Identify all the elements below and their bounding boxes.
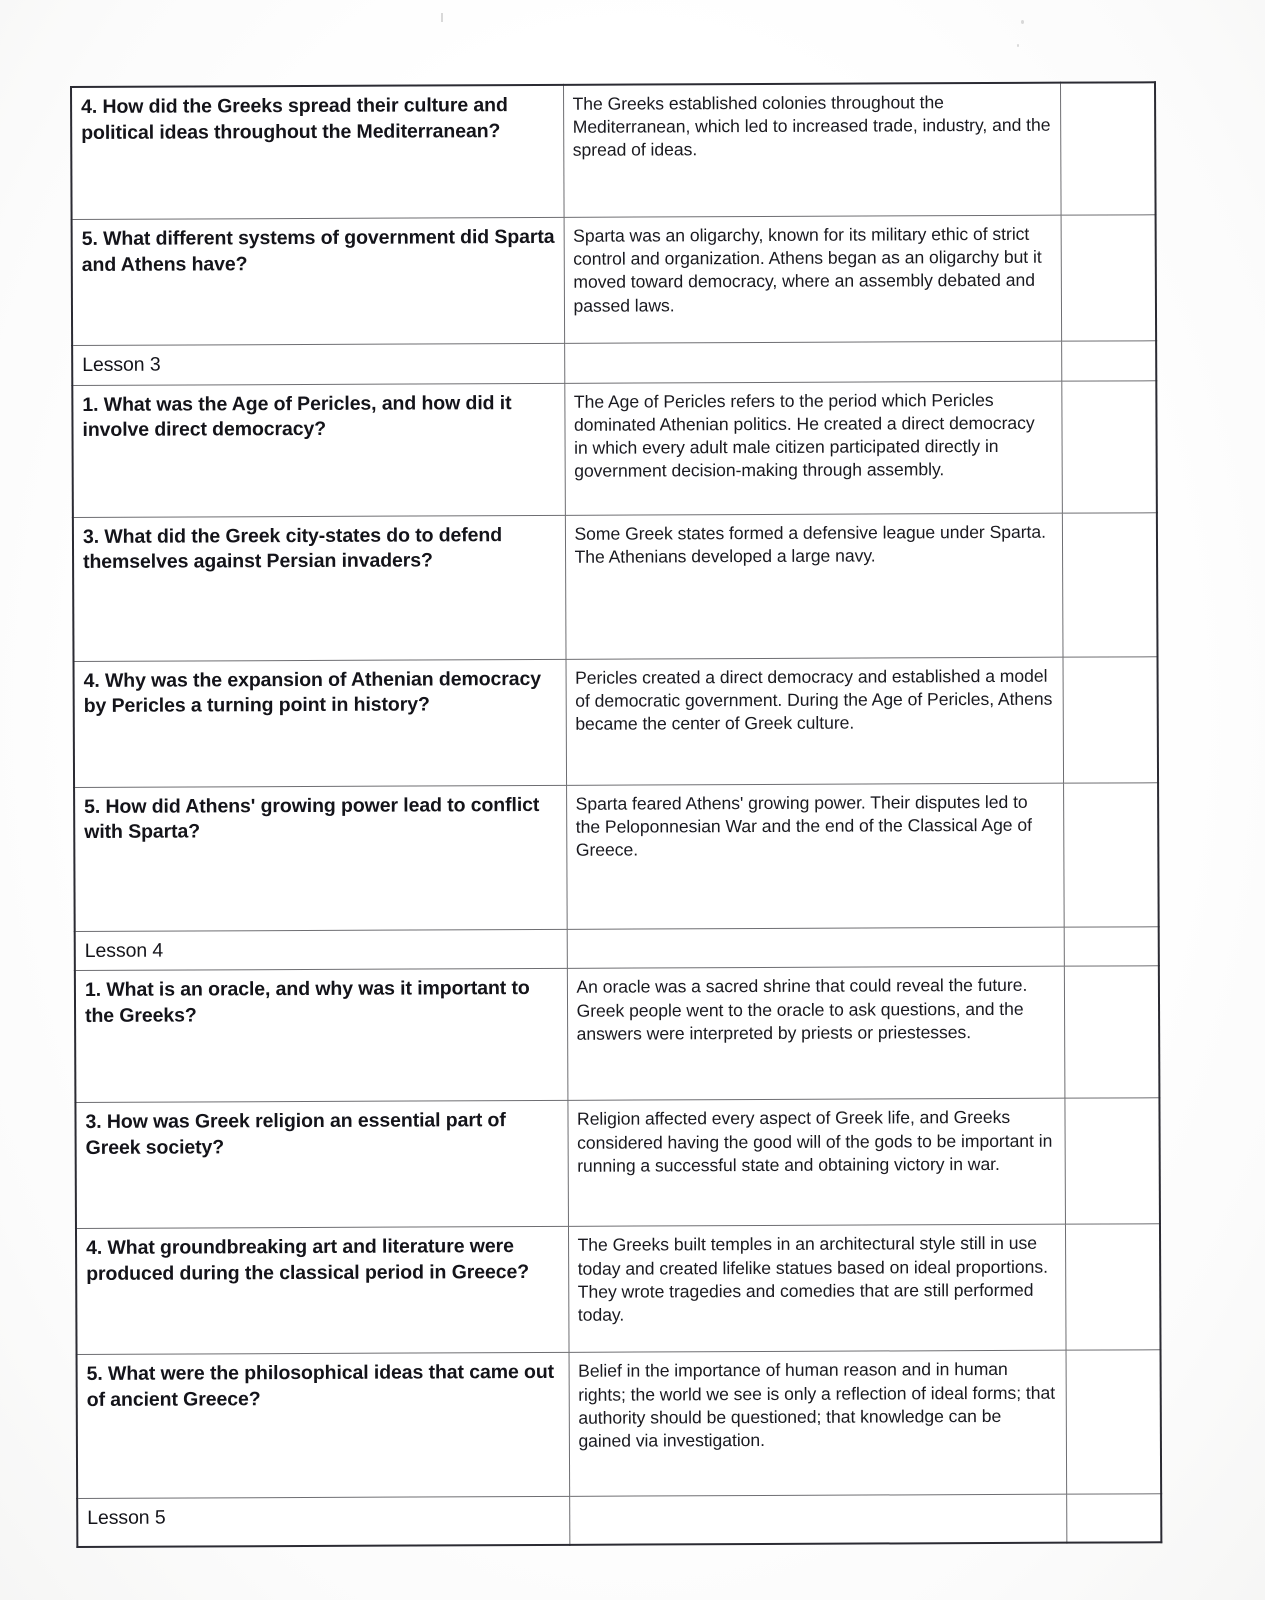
qa-table-container <box>70 81 1160 1548</box>
notes-cell[interactable] <box>1063 656 1159 782</box>
answer-cell: The Greeks established colonies throughout the Mediterranean, which led to increased trade, industry, and the spread of ideas. <box>563 83 1061 218</box>
question-cell: 1. What is an oracle, and why was it important to the Greeks? <box>75 969 568 1103</box>
notes-cell[interactable] <box>1064 966 1160 1098</box>
lesson-answer-cell <box>567 927 1064 969</box>
scan-speck <box>441 13 443 22</box>
answer-cell: Belief in the importance of human reason and in human rights; the world we see is only a reflection of ideal forms; that authority should be questioned; that knowledge can be gained via investigation. <box>569 1351 1067 1497</box>
table-row <box>74 656 1159 787</box>
question-cell: 4. How did the Greeks spread their culture and political ideas throughout the Mediterranean? <box>71 85 564 220</box>
table-row <box>71 82 1156 219</box>
table-row <box>75 1098 1160 1229</box>
table-body <box>71 82 1161 1547</box>
table-row <box>76 1224 1161 1355</box>
table-row <box>77 1350 1162 1499</box>
table-row <box>72 380 1157 517</box>
lesson-answer-cell <box>564 341 1061 383</box>
answer-cell: The Age of Pericles refers to the period which Pericles dominated Athenian politics. He created a direct democracy in which every adult male citizen participated directly in government decision-making through assembly. <box>564 381 1062 515</box>
answer-cell: Some Greek states formed a defensive league under Sparta. The Athenians developed a large navy. <box>565 513 1063 659</box>
question-answer-table <box>70 81 1162 1548</box>
answer-cell: An oracle was a sacred shrine that could reveal the future. Greek people went to the oracle to ask questions, and the answers were interpreted by priests or priestesses. <box>567 967 1065 1101</box>
notes-cell[interactable] <box>1061 215 1157 341</box>
question-cell: 1. What was the Age of Pericles, and how did it involve direct democracy? <box>72 383 565 517</box>
notes-cell[interactable] <box>1061 380 1157 512</box>
lesson-header-row <box>75 926 1159 970</box>
notes-cell[interactable] <box>1063 782 1159 926</box>
question-cell: 5. How did Athens' growing power lead to conflict with Sparta? <box>74 785 567 931</box>
question-cell: 3. How was Greek religion an essential part of Greek society? <box>75 1101 568 1229</box>
notes-cell[interactable] <box>1065 1224 1161 1350</box>
scan-speck <box>1021 20 1024 24</box>
lesson-label-cell: Lesson 3 <box>72 343 564 385</box>
lesson-label-cell: Lesson 5 <box>77 1497 569 1548</box>
table-row <box>75 966 1160 1103</box>
answer-cell: Sparta was an oligarchy, known for its military ethic of strict control and organization. Athens began as an oligarchy but it moved toward democracy, where an assembly debated and passed laws. <box>564 215 1062 343</box>
notes-cell[interactable] <box>1062 512 1158 656</box>
answer-cell: Religion affected every aspect of Greek life, and Greeks considered having the good will of the gods to be important in running a successful state and obtaining victory in war. <box>567 1099 1065 1227</box>
answer-cell: The Greeks built temples in an architectural style still in use today and created lifelike statues based on ideal proportions. They wrote tragedies and comedies that are still performed today. <box>568 1225 1066 1353</box>
lesson-answer-cell <box>569 1495 1066 1546</box>
lesson-notes-cell[interactable] <box>1066 1494 1161 1543</box>
answer-cell: Sparta feared Athens' growing power. Their disputes led to the Peloponnesian War and the end of the Classical Age of Greece. <box>566 783 1064 929</box>
table-row <box>72 215 1157 346</box>
notes-cell[interactable] <box>1060 82 1156 215</box>
question-cell: 4. Why was the expansion of Athenian democracy by Pericles a turning point in history? <box>74 659 567 787</box>
question-cell: 4. What groundbreaking art and literature were produced during the classical period in Greece? <box>76 1227 569 1355</box>
scan-speck <box>1017 44 1019 47</box>
lesson-notes-cell[interactable] <box>1064 926 1159 966</box>
lesson-header-row <box>72 341 1156 385</box>
question-cell: 5. What different systems of government did Sparta and Athens have? <box>72 217 565 345</box>
question-cell: 5. What were the philosophical ideas that came out of ancient Greece? <box>77 1353 570 1499</box>
table-row <box>73 512 1158 661</box>
table-row <box>74 782 1159 931</box>
notes-cell[interactable] <box>1066 1350 1162 1494</box>
lesson-header-row <box>77 1494 1161 1547</box>
lesson-label-cell: Lesson 4 <box>75 929 567 971</box>
question-cell: 3. What did the Greek city-states do to defend themselves against Persian invaders? <box>73 515 566 661</box>
notes-cell[interactable] <box>1064 1098 1160 1224</box>
answer-cell: Pericles created a direct democracy and established a model of democratic government. During the Age of Pericles, Athens became the center of Greek culture. <box>566 657 1064 785</box>
lesson-notes-cell[interactable] <box>1061 341 1156 381</box>
